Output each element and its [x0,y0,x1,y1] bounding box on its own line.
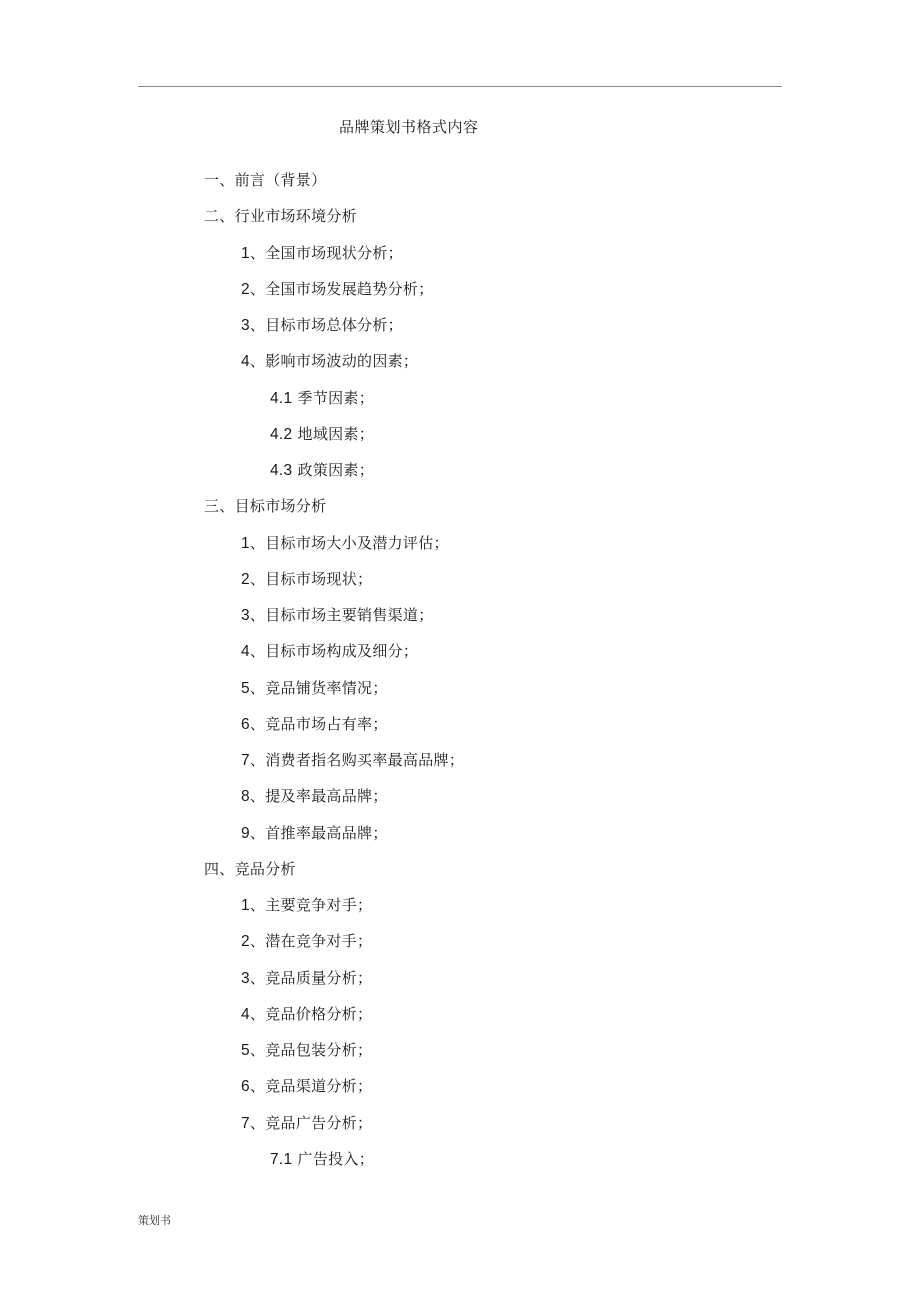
outline-item-level-1 [241,605,434,626]
outline-item-number: 1 [241,897,250,914]
outline-item-text: 政策因素； [292,461,375,479]
outline-item-text: 、目标市场现状； [249,570,373,588]
outline-item-level-1 [241,279,434,300]
outline-item-number: 3 [241,970,250,987]
outline-item-number: 4 [241,643,250,660]
outline-item-number: 6 [241,716,250,733]
outline-item-text: 地域因素； [292,425,375,443]
outline-item-text: 、竞品市场占有率； [249,715,388,733]
outline-item-level-1 [241,315,403,336]
outline-item-level-2 [270,1149,374,1170]
outline-item-text: 、消费者指名购买率最高品牌； [249,751,465,769]
outline-item-number: 5 [241,680,250,697]
outline-item-level-0 [204,859,296,879]
outline-item-level-1 [241,351,418,372]
outline-item-number: 4.1 [270,390,293,407]
outline-item-number: 1 [241,245,250,262]
document-title: 品牌策划书格式内容 [339,118,479,136]
outline-item-number: 4.3 [270,462,293,479]
outline-item-level-0 [204,496,326,516]
outline-item-text: 、竞品广告分析； [249,1114,373,1132]
outline-item-level-1 [241,569,372,590]
outline-item-level-1 [241,750,464,771]
outline-item-text: 、目标市场主要销售渠道； [249,606,434,624]
outline-item-number: 1 [241,535,250,552]
outline-item-number: 4 [241,1006,250,1023]
outline-item-number: 9 [241,825,250,842]
outline-item-level-2 [270,460,374,481]
outline-item-level-2 [270,388,374,409]
outline-item-number: 8 [241,788,250,805]
outline-item-level-1 [241,678,388,699]
outline-item-text: 、提及率最高品牌； [249,787,388,805]
outline-item-level-1 [241,243,403,264]
outline-item-level-2 [270,424,374,445]
outline-item-text: 季节因素； [292,389,375,407]
outline-item-level-1 [241,786,388,807]
outline-item-text: 、竞品包装分析； [249,1041,373,1059]
outline-item-text: 、目标市场构成及细分； [249,642,419,660]
outline-item-number: 2 [241,571,250,588]
outline-item-level-1 [241,1113,372,1134]
outline-item-text: 广告投入； [292,1150,375,1168]
outline-item-text: 一、前言（背景） [204,171,327,189]
outline-item-number: 3 [241,607,250,624]
outline-item-level-1 [241,895,372,916]
outline-item-text: 三、目标市场分析 [204,497,327,515]
outline-item-text: 、竞品铺货率情况； [249,679,388,697]
outline-item-number: 2 [241,933,250,950]
outline-item-level-1 [241,1040,372,1061]
outline-item-number: 2 [241,281,250,298]
outline-item-level-1 [241,968,372,989]
outline-item-text: 、首推率最高品牌； [249,824,388,842]
outline-item-number: 5 [241,1042,250,1059]
outline-item-text: 、影响市场波动的因素； [249,352,419,370]
outline-item-number: 3 [241,317,250,334]
outline-item-text: 、全国市场发展趋势分析； [249,280,434,298]
outline-item-level-0 [204,206,357,226]
outline-item-level-0 [204,170,326,190]
outline-item-level-1 [241,1004,372,1025]
outline-item-level-1 [241,823,388,844]
outline-item-text: 、全国市场现状分析； [249,244,403,262]
outline-item-number: 7.1 [270,1151,293,1168]
outline-item-text: 、竞品渠道分析； [249,1077,373,1095]
outline-item-text: 、目标市场大小及潜力评估； [249,534,449,552]
outline-item-text: 二、行业市场环境分析 [204,207,358,225]
outline-item-text: 、竞品质量分析； [249,969,373,987]
outline-item-text: 、主要竞争对手； [249,896,373,914]
outline-item-number: 7 [241,752,250,769]
outline-item-text: 、潜在竞争对手； [249,932,373,950]
header-rule [138,86,782,87]
outline-item-text: 、竞品价格分析； [249,1005,373,1023]
outline-item-level-1 [241,533,449,554]
outline-item-number: 4 [241,353,250,370]
outline-item-level-1 [241,714,388,735]
outline-item-number: 7 [241,1115,250,1132]
outline-item-text: 、目标市场总体分析； [249,316,403,334]
outline-item-level-1 [241,1076,372,1097]
outline-item-level-1 [241,931,372,952]
outline-item-number: 4.2 [270,426,293,443]
outline-item-level-1 [241,641,418,662]
outline-item-number: 6 [241,1078,250,1095]
outline-item-text: 四、竞品分析 [204,860,296,878]
footer-label: 策划书 [138,1214,171,1227]
